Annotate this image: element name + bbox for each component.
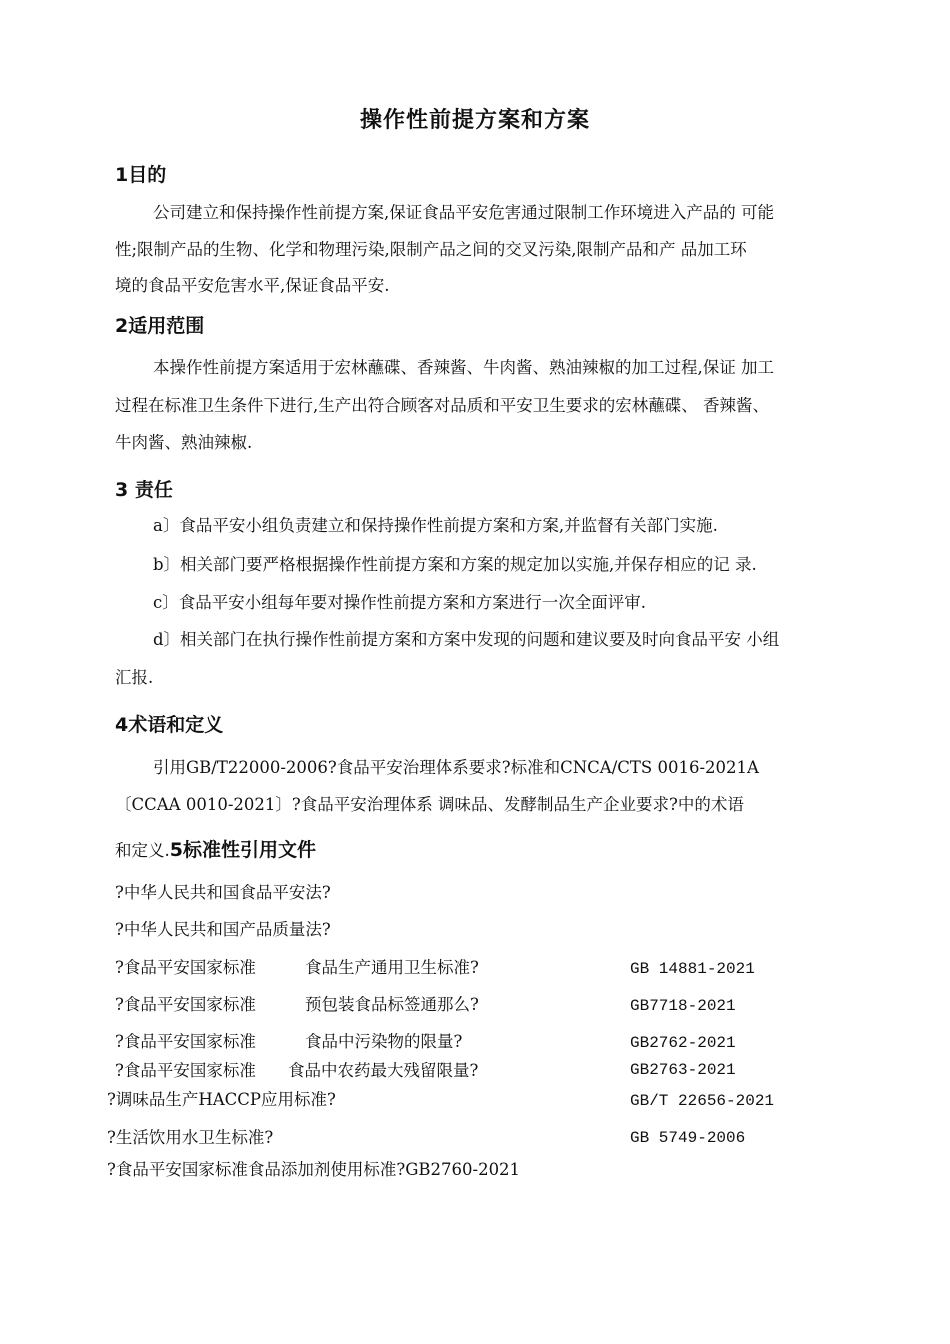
section-2-line-1: 本操作性前提方案适用于宏林蘸碟、香辣酱、牛肉酱、熟油辣椒的加工过程,保证 加工 (153, 358, 774, 377)
section-4-tail-and-section-5-heading (115, 835, 316, 862)
ref-5-name: ?调味品生产HACCP应用标准? (107, 1090, 336, 1109)
ref-6-code: GB 5749-2006 (630, 1129, 746, 1147)
section-1-heading: 1目的 (115, 164, 167, 186)
responsibility-item-c: c〕食品平安小组每年要对操作性前提方案和方案进行一次全面评审. (153, 593, 646, 612)
page-title: 操作性前提方案和方案 (359, 108, 590, 133)
section-5-heading: 5标准性引用文件 (169, 839, 316, 861)
ref-2-code: GB7718-2021 (630, 997, 736, 1015)
ref-7-full: ?食品平安国家标准食品添加剂使用标准?GB2760-2021 (107, 1160, 521, 1179)
ref-2-desc: 预包装食品标签通那么? (305, 995, 479, 1014)
responsibility-item-d-cont: 汇报. (115, 668, 154, 687)
ref-4-code: GB2763-2021 (630, 1061, 736, 1079)
ref-3-name: ?食品平安国家标准 (115, 1032, 256, 1051)
ref-1-name: ?食品平安国家标准 (115, 958, 256, 977)
section-4-heading: 4术语和定义 (115, 714, 224, 736)
section-4-line-1: 引用GB/T22000-2006?食品平安治理体系要求?标准和CNCA/CTS 0016-2021A (153, 758, 759, 777)
section-1-line-3: 境的食品平安危害水平,保证食品平安. (115, 276, 390, 295)
law-item-2: ?中华人民共和国产品质量法? (115, 920, 331, 939)
section-2-line-3: 牛肉酱、熟油辣椒. (115, 433, 253, 452)
ref-1-code: GB 14881-2021 (630, 960, 755, 978)
section-4-line-3: 和定义. (115, 841, 170, 860)
section-1-line-1: 公司建立和保持操作性前提方案,保证食品平安危害通过限制工作环境进入产品的 可能 (153, 203, 774, 222)
ref-6-name: ?生活饮用水卫生标准? (107, 1128, 274, 1147)
law-item-1: ?中华人民共和国食品平安法? (115, 883, 331, 902)
ref-5-code: GB/T 22656-2021 (630, 1092, 775, 1110)
responsibility-item-d: d〕相关部门在执行操作性前提方案和方案中发现的问题和建议要及时向食品平安 小组 (153, 630, 780, 649)
responsibility-item-a: a〕食品平安小组负责建立和保持操作性前提方案和方案,并监督有关部门实施. (153, 516, 718, 535)
section-3-heading: 3 责任 (115, 479, 173, 501)
section-4-line-2: 〔CCAA 0010-2021〕?食品平安治理体系 调味品、发酵制品生产企业要求?中的术语 (115, 795, 744, 814)
section-2-line-2: 过程在标准卫生条件下进行,生产出符合顾客对品质和平安卫生要求的宏林蘸碟、 香辣酱、 (115, 396, 769, 415)
ref-4-desc: 食品中农药最大残留限量? (288, 1061, 479, 1080)
ref-1-desc: 食品生产通用卫生标准? (305, 958, 479, 977)
section-1-line-2: 性;限制产品的生物、化学和物理污染,限制产品之间的交叉污染,限制产品和产 品加工环 (115, 240, 747, 259)
responsibility-item-b: b〕相关部门要严格根据操作性前提方案和方案的规定加以实施,并保存相应的记 录. (153, 555, 757, 574)
ref-3-desc: 食品中污染物的限量? (305, 1032, 463, 1051)
ref-2-name: ?食品平安国家标准 (115, 995, 256, 1014)
ref-4-name: ?食品平安国家标准 (115, 1061, 256, 1080)
section-2-heading: 2适用范围 (115, 315, 205, 337)
ref-3-code: GB2762-2021 (630, 1034, 736, 1052)
